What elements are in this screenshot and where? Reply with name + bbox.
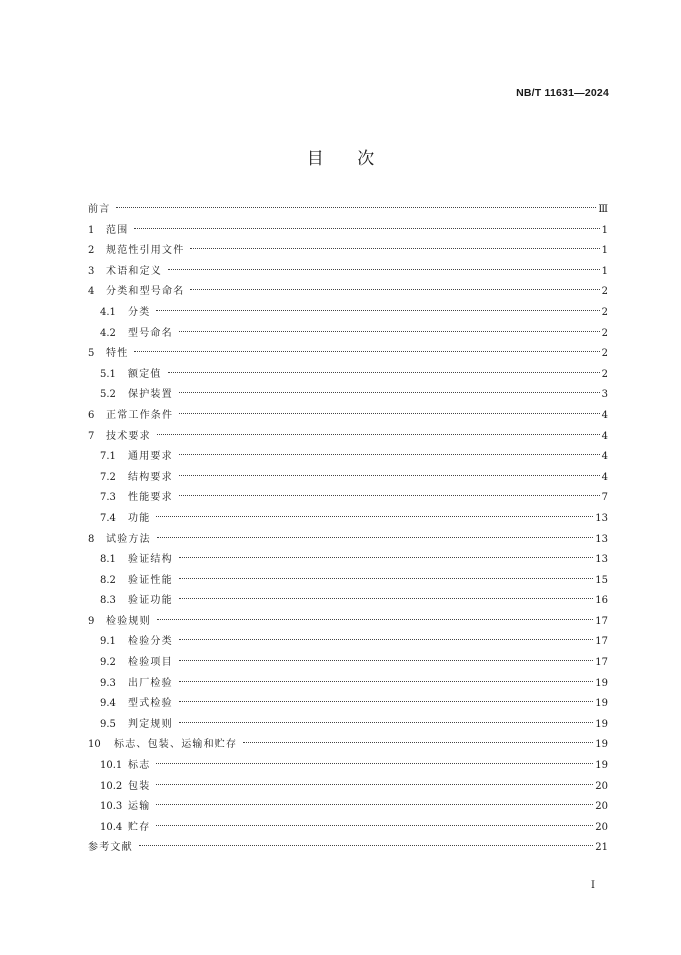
dot-leader: [139, 845, 593, 846]
toc-entry[interactable]: [88, 262, 608, 283]
toc-entry[interactable]: [88, 756, 608, 777]
toc-entry-page: 2: [601, 327, 608, 339]
toc-entry[interactable]: [88, 715, 608, 736]
toc-entry[interactable]: [88, 797, 608, 818]
toc-entry-label: 前言: [88, 204, 111, 215]
dot-leader: [179, 578, 593, 579]
toc-entry-number: 7.4: [100, 512, 116, 524]
toc-entry-label: 检验分类: [128, 636, 173, 648]
toc-entry-page: 1: [601, 224, 608, 236]
toc-entry-number: 6: [88, 409, 95, 421]
toc-entry-page: 17: [595, 636, 608, 648]
toc-entry-number: 7.3: [100, 492, 116, 504]
toc-entry-number: 4: [88, 286, 95, 298]
dot-leader: [157, 537, 593, 538]
toc-entry-page: 15: [595, 574, 608, 586]
toc-entry-label: 规范性引用文件: [106, 245, 185, 257]
toc-entry-label: 标志、包装、运输和贮存: [114, 739, 238, 751]
toc-entry[interactable]: [88, 509, 608, 530]
toc-entry[interactable]: [88, 653, 608, 674]
dot-leader: [179, 557, 593, 558]
toc-entry-label: 试验方法: [106, 533, 151, 545]
toc-entry-number: 9: [88, 615, 95, 627]
toc-entry-page: 1: [601, 245, 608, 257]
toc-entry-label: 标志: [128, 760, 151, 772]
toc-entry-label: 结构要求: [128, 471, 173, 483]
toc-entry-page: 16: [595, 595, 608, 607]
toc-entry-number: 8.1: [100, 554, 116, 566]
toc-entry-number: 8: [88, 533, 95, 545]
toc-entry[interactable]: [88, 694, 608, 715]
toc-entry-label: 功能: [128, 512, 151, 524]
toc-entry-label: 验证性能: [128, 574, 173, 586]
toc-entry-number: 8.3: [100, 595, 116, 607]
standard-code: NB/T 11631—2024: [516, 87, 609, 99]
toc-entry-number: 9.2: [100, 657, 116, 669]
toc-entry-label: 出厂检验: [128, 677, 173, 689]
toc-entry-page: 2: [601, 348, 608, 360]
dot-leader: [179, 701, 593, 702]
toc-entry-number: 2: [88, 245, 95, 257]
toc-entry-number: 5.2: [100, 389, 116, 401]
toc-entry-page: 4: [601, 409, 608, 421]
title-char-2: 次: [357, 149, 375, 169]
toc-entry[interactable]: [88, 221, 608, 242]
toc-entry-number: 3: [88, 265, 95, 277]
toc-entry[interactable]: [88, 447, 608, 468]
toc-entry-page: 17: [595, 615, 608, 627]
toc-entry-number: 7.2: [100, 471, 116, 483]
dot-leader: [190, 289, 599, 290]
toc-entry-number: 9.5: [100, 718, 116, 730]
toc-entry[interactable]: [88, 200, 608, 221]
toc-entry-page: 2: [601, 286, 608, 298]
toc-entry[interactable]: [88, 591, 608, 612]
dot-leader: [179, 413, 599, 414]
toc-entry[interactable]: [88, 241, 608, 262]
toc-entry-number: 4.1: [100, 306, 116, 318]
dot-leader: [243, 742, 593, 743]
toc-entry-page: 19: [595, 718, 608, 730]
toc-entry-label: 包装: [128, 780, 151, 792]
toc-entry-label: 型号命名: [128, 327, 173, 339]
toc-entry-page: 20: [595, 821, 608, 833]
dot-leader: [116, 207, 596, 208]
toc-entry[interactable]: [88, 488, 608, 509]
toc-entry-page: 13: [595, 533, 608, 545]
toc-entry-page: 19: [595, 739, 608, 751]
toc-entry-number: 10.1: [100, 760, 123, 772]
toc-entry[interactable]: [88, 612, 608, 633]
dot-leader: [179, 639, 593, 640]
toc-entry[interactable]: [88, 632, 608, 653]
toc-entry-number: 9.4: [100, 698, 116, 710]
toc-entry-label: 保护装置: [128, 389, 173, 401]
toc-entry[interactable]: [88, 385, 608, 406]
toc-entry-page: 20: [595, 801, 608, 813]
toc-entry-number: 5.1: [100, 368, 116, 380]
toc-entry-page: 17: [595, 657, 608, 669]
toc-entry-number: 7: [88, 430, 95, 442]
toc-entry[interactable]: [88, 818, 608, 839]
dot-leader: [156, 516, 593, 517]
toc-entry-number: 9.3: [100, 677, 116, 689]
toc-entry[interactable]: [88, 282, 608, 303]
dot-leader: [156, 784, 593, 785]
toc-entry-number: 4.2: [100, 327, 116, 339]
dot-leader: [179, 454, 600, 455]
toc-entry-label: 型式检验: [128, 698, 173, 710]
dot-leader: [168, 372, 600, 373]
toc-entry-number: 10.4: [100, 821, 123, 833]
dot-leader: [190, 248, 599, 249]
toc-entry-label: 技术要求: [106, 430, 151, 442]
toc-entry-page: 3: [601, 389, 608, 401]
toc-entry-number: 8.2: [100, 574, 116, 586]
dot-leader: [134, 228, 599, 229]
toc-entry[interactable]: [88, 406, 608, 427]
toc-entry[interactable]: [88, 427, 608, 448]
toc-entry[interactable]: [88, 365, 608, 386]
toc-entry[interactable]: [88, 777, 608, 798]
toc-entry-label: 检验规则: [106, 615, 151, 627]
dot-leader: [168, 269, 600, 270]
toc-entry-page: 7: [601, 492, 608, 504]
dot-leader: [179, 331, 600, 332]
toc-entry-number: 5: [88, 348, 95, 360]
dot-leader: [179, 722, 593, 723]
toc-entry-page: 13: [595, 554, 608, 566]
toc-entry-page: 19: [595, 677, 608, 689]
dot-leader: [157, 434, 600, 435]
toc-entry-label: 分类和型号命名: [106, 286, 185, 298]
table-of-contents: [88, 200, 608, 859]
toc-entry-number: 10.2: [100, 780, 123, 792]
toc-entry-label: 性能要求: [128, 492, 173, 504]
toc-entry-number: 10: [88, 739, 101, 751]
toc-entry-page: 19: [595, 760, 608, 772]
toc-entry-page: 4: [601, 451, 608, 463]
toc-entry[interactable]: [88, 838, 608, 859]
toc-entry-page: 20: [595, 780, 608, 792]
toc-entry-label: 正常工作条件: [106, 409, 174, 421]
toc-entry-page: 13: [595, 512, 608, 524]
dot-leader: [156, 310, 599, 311]
toc-entry[interactable]: [88, 674, 608, 695]
toc-entry-label: 特性: [106, 348, 129, 360]
toc-entry-number: 7.1: [100, 451, 116, 463]
toc-entry-page: 4: [601, 430, 608, 442]
toc-entry[interactable]: [88, 550, 608, 571]
toc-entry-label: 范围: [106, 224, 129, 236]
dot-leader: [179, 392, 600, 393]
toc-entry-label: 验证功能: [128, 595, 173, 607]
dot-leader: [157, 619, 593, 620]
toc-entry-page: 2: [601, 368, 608, 380]
toc-entry-label: 贮存: [128, 821, 151, 833]
toc-entry-page: Ⅲ: [598, 204, 608, 215]
toc-entry-number: 9.1: [100, 636, 116, 648]
dot-leader: [156, 763, 593, 764]
toc-entry-label: 验证结构: [128, 554, 173, 566]
toc-entry-label: 通用要求: [128, 451, 173, 463]
toc-entry-label: 分类: [128, 306, 151, 318]
page-title: [0, 144, 681, 169]
toc-entry-page: 1: [601, 265, 608, 277]
toc-entry[interactable]: [88, 571, 608, 592]
toc-entry-label: 运输: [128, 801, 151, 813]
toc-entry[interactable]: [88, 468, 608, 489]
toc-entry-number: 1: [88, 224, 95, 236]
toc-entry[interactable]: [88, 735, 608, 756]
toc-entry[interactable]: [88, 344, 608, 365]
toc-entry[interactable]: [88, 530, 608, 551]
page-number: Ⅰ: [591, 880, 595, 891]
toc-entry-label: 检验项目: [128, 657, 173, 669]
toc-entry[interactable]: [88, 324, 608, 345]
dot-leader: [179, 475, 600, 476]
toc-entry-number: 10.3: [100, 801, 123, 813]
dot-leader: [134, 351, 599, 352]
toc-entry-label: 参考文献: [88, 842, 133, 854]
toc-entry-label: 术语和定义: [106, 265, 162, 277]
toc-entry-page: 4: [601, 471, 608, 483]
dot-leader: [179, 598, 593, 599]
dot-leader: [179, 660, 593, 661]
toc-entry-page: 19: [595, 698, 608, 710]
toc-entry-page: 21: [595, 842, 608, 854]
toc-entry-label: 额定值: [128, 368, 162, 380]
toc-entry-label: 判定规则: [128, 718, 173, 730]
dot-leader: [156, 825, 593, 826]
toc-entry[interactable]: [88, 303, 608, 324]
title-char-1: 目: [306, 149, 324, 169]
toc-entry-page: 2: [601, 306, 608, 318]
dot-leader: [156, 804, 593, 805]
dot-leader: [179, 495, 600, 496]
dot-leader: [179, 681, 593, 682]
